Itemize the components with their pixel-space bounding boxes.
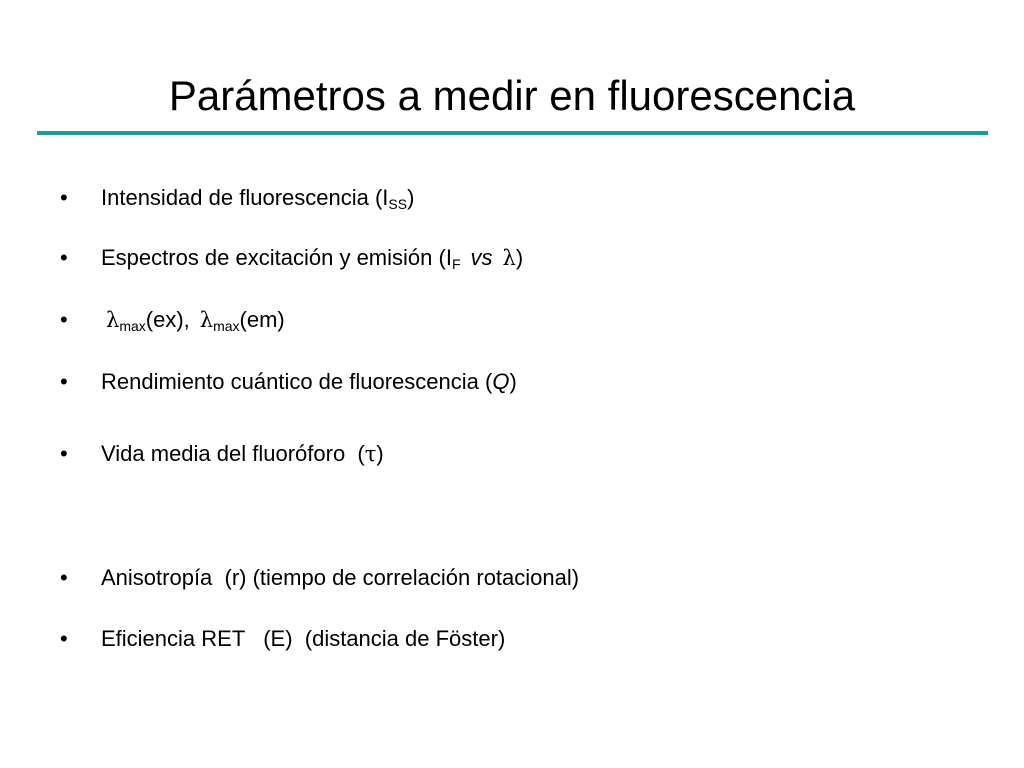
bullet-text <box>101 436 384 472</box>
text-segment: Rendimiento cuántico de fluorescencia ( <box>101 369 493 394</box>
subscript: SS <box>388 196 408 212</box>
lambda-symbol: λ <box>502 246 516 270</box>
text-segment: ) <box>376 441 384 466</box>
text-segment: ) <box>407 185 415 210</box>
bullet-marker: • <box>60 369 68 394</box>
bullet-text <box>101 364 517 400</box>
text-segment: ) <box>509 369 517 394</box>
text-segment: Intensidad de fluorescencia (I <box>101 185 389 210</box>
text-segment: ) <box>515 245 524 270</box>
lambda-symbol: λ <box>106 308 120 332</box>
bullet-marker: • <box>60 441 68 466</box>
bullet-marker: • <box>60 245 68 270</box>
bullet-marker: • <box>60 307 68 332</box>
subscript: max <box>119 318 146 334</box>
italic-segment: vs <box>470 245 493 270</box>
bullet-marker: • <box>60 626 68 651</box>
subscript: F <box>451 256 461 272</box>
text-segment: (em) <box>239 307 285 332</box>
bullet-text: Anisotropía (r) (tiempo de correlación rotacional) <box>101 565 580 590</box>
bullet-text: Eficiencia RET (E) (distancia de Föster) <box>101 626 506 651</box>
bullet-text <box>101 180 414 216</box>
tau-symbol: τ <box>364 442 377 466</box>
text-segment: Vida media del fluoróforo ( <box>101 441 365 466</box>
slide-title: Parámetros a medir en fluorescencia <box>168 72 856 119</box>
subscript: max <box>213 318 240 334</box>
bullet-marker: • <box>60 565 68 590</box>
bullet-text <box>106 302 285 338</box>
lambda-symbol: λ <box>199 308 214 332</box>
bullet-text <box>101 240 523 276</box>
bullet-marker: • <box>60 185 68 210</box>
italic-segment: Q <box>492 369 510 394</box>
text-segment: Espectros de excitación y emisión (I <box>101 245 452 270</box>
text-segment: (ex), <box>145 307 190 332</box>
title-underline <box>37 131 988 135</box>
